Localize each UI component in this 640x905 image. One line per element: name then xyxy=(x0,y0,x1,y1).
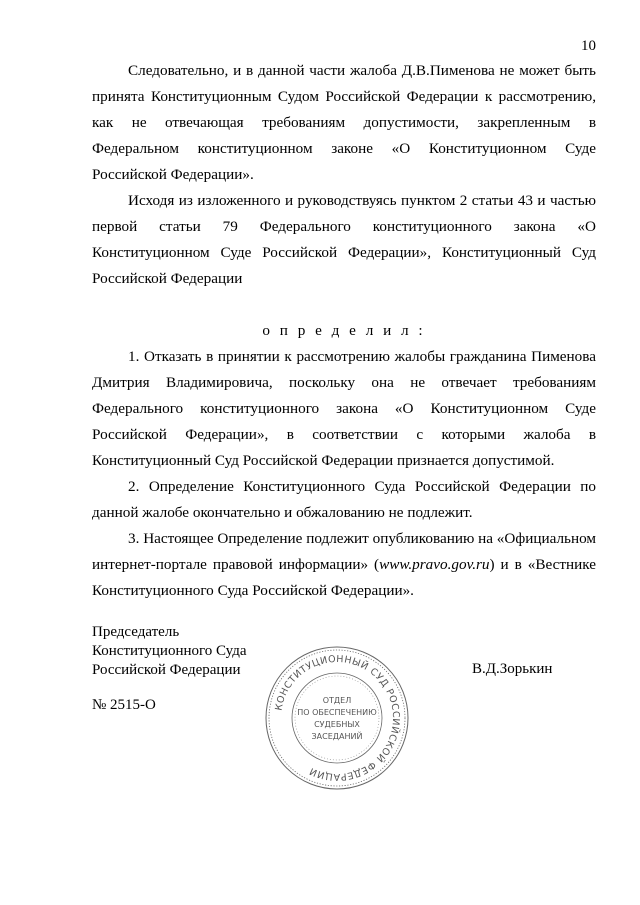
decision-item: 1. Отказать в принятии к рассмотрению жалобы гражданина Пименова Дмитрия Владимировича, поскольку она не отвечает требованиям Федерального конституционного закона «О Конституционном Суде Российской Федерации», в соответствии с которыми жалоба в Конституционный Суд Российской Федерации признается допустимой. xyxy=(92,348,596,469)
page-number: 10 xyxy=(581,38,596,54)
paragraph: Следовательно, и в данной части жалоба Д.В.Пименова не может быть принята Конституционным Судом Российской Федерации к рассмотрению, как не отвечающая требованиям допустимости, закрепленным в Федеральном конституционном законе «О Конституционном Суде Российской Федерации». xyxy=(92,62,596,183)
decision-heading: о п р е д е л и л : xyxy=(262,322,426,339)
document-body xyxy=(92,58,596,604)
svg-text:ПО ОБЕСПЕЧЕНИЮ: ПО ОБЕСПЕЧЕНИЮ xyxy=(297,708,377,717)
paragraph: Исходя из изложенного и руководствуясь пунктом 2 статьи 43 и частью первой статьи 79 Федерального конституционного закона «О Конституционном Суде Российской Федерации», Конституционный Суд Российской Федерации xyxy=(92,192,596,287)
official-stamp xyxy=(264,645,410,791)
publication-link[interactable]: www.pravo.gov.ru xyxy=(379,556,490,573)
signature-title: Председатель Конституционного Суда Российской Федерации xyxy=(92,624,247,678)
svg-text:КОНСТИТУЦИОННЫЙ СУД РОССИЙСКОЙ: КОНСТИТУЦИОННЫЙ СУД РОССИЙСКОЙ ФЕДЕРАЦИИ xyxy=(273,653,402,783)
svg-text:СУДЕБНЫХ: СУДЕБНЫХ xyxy=(314,720,360,729)
decision-item: 3. Настоящее Определение подлежит опубликованию на «Официальном интернет-портале правовой информации» (www.pravo.gov.ru) и в «Вестнике Конституционного Суда Российской Федерации». xyxy=(92,530,597,599)
decision-item: 2. Определение Конституционного Суда Российской Федерации по данной жалобе окончательно и обжалованию не подлежит. xyxy=(92,478,596,521)
document-number: № 2515-О xyxy=(92,697,156,713)
signer-name: В.Д.Зорькин xyxy=(472,661,553,677)
svg-text:ОТДЕЛ: ОТДЕЛ xyxy=(322,696,352,705)
svg-text:ЗАСЕДАНИЙ: ЗАСЕДАНИЙ xyxy=(311,732,363,741)
